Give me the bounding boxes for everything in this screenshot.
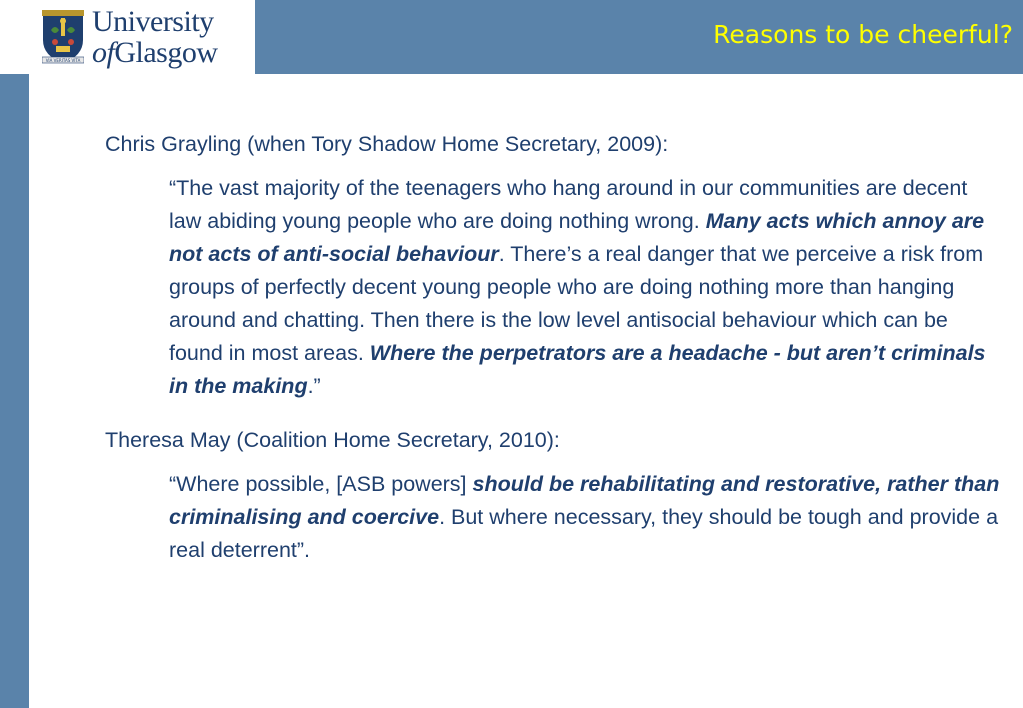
quote-grayling-part-2: . There’s a real danger that we perceive a risk from groups of perfectly decent young people who are doing nothing more than hanging around and chatting. Then there is the low level antisocial behaviour which can be found in most areas. [169, 242, 984, 365]
left-sidebar-bar [0, 74, 29, 708]
quote-may-emphasis-1: should be rehabilitating and restorative, rather than criminalising and coercive [169, 472, 1000, 529]
quote-grayling-part-1: “The vast majority of the teenagers who hang around in our communities are decent law abiding young people who are doing nothing wrong. [169, 176, 968, 233]
quote-grayling-part-3: .” [307, 374, 321, 398]
quote-grayling [169, 172, 1000, 403]
logo-glasgow: Glasgow [114, 36, 218, 69]
university-logo [0, 0, 255, 74]
speaker-may: Theresa May (Coalition Home Secretary, 2010): [105, 428, 560, 452]
university-wordmark [92, 7, 252, 68]
quote-may-part-1: “Where possible, [ASB powers] [169, 472, 473, 496]
quote-may-part-2: . But where necessary, they should be tough and provide a real deterrent”. [169, 505, 999, 562]
quote-may [169, 468, 1000, 567]
quote-grayling-emphasis-2: Where the perpetrators are a headache - but aren’t criminals in the making [169, 341, 986, 398]
logo-line-2 [92, 38, 252, 68]
slide-body [105, 128, 1000, 567]
university-crest-icon [42, 10, 84, 64]
speaker-grayling: Chris Grayling (when Tory Shadow Home Secretary, 2009): [105, 132, 669, 156]
slide-title: Reasons to be cheerful? [713, 20, 1013, 49]
logo-line-1: University [92, 5, 214, 38]
quote-grayling-emphasis-1: Many acts which annoy are not acts of anti-social behaviour [169, 209, 985, 266]
crest-motto: VIA VERITAS VITA [45, 58, 81, 63]
logo-of: of [92, 36, 115, 69]
